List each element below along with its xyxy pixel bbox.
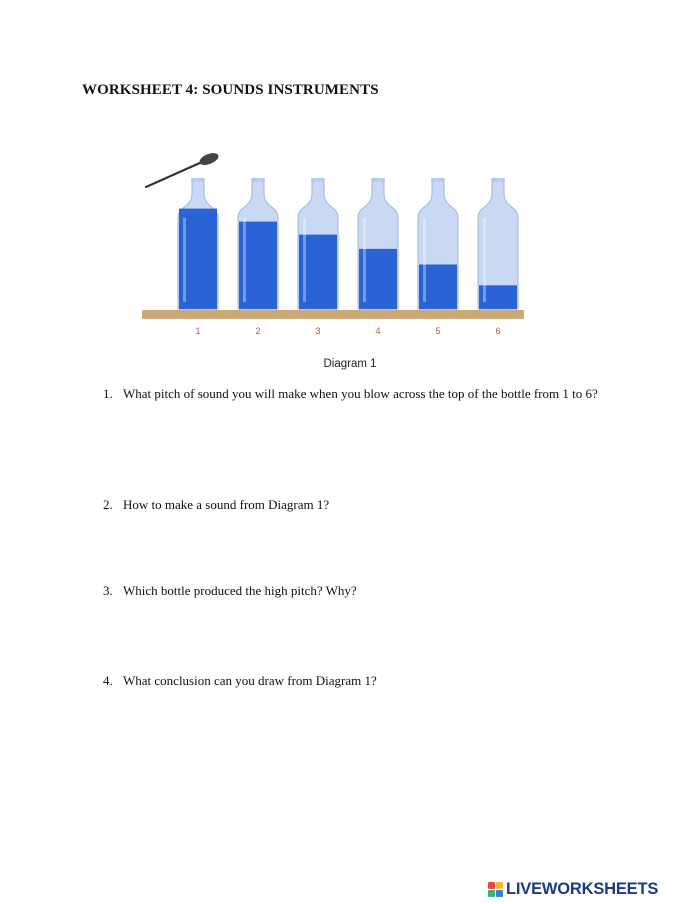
bottle-3	[298, 178, 338, 310]
question-text: Which bottle produced the high pitch? Why?	[123, 583, 357, 598]
bottle-1	[178, 178, 218, 310]
question-text: What pitch of sound you will make when you blow across the top of the bottle from 1 to 6?	[123, 386, 598, 401]
question-number: 1.	[103, 386, 113, 401]
bottle-label: 1	[195, 326, 201, 336]
diagram-caption: Diagram 1	[323, 358, 377, 370]
question-text: How to make a sound from Diagram 1?	[123, 497, 330, 512]
question-number: 4.	[103, 673, 113, 688]
logo-icon	[488, 882, 503, 897]
bottle-label: 6	[495, 326, 501, 336]
bottle-label: 3	[315, 326, 321, 336]
bottle-label: 5	[435, 326, 441, 336]
liveworksheets-logo	[488, 879, 658, 899]
bottle-2	[238, 178, 278, 310]
bottle-5	[418, 178, 458, 310]
question-item	[103, 385, 623, 402]
spoon-icon	[146, 151, 220, 187]
bottle-6	[478, 178, 518, 310]
bottle-4	[358, 178, 398, 310]
diagram-bottles	[140, 140, 530, 350]
shelf	[142, 310, 524, 319]
question-item	[103, 582, 623, 599]
bottle-label: 2	[255, 326, 261, 336]
logo-text: LIVEWORKSHEETS	[506, 879, 659, 898]
question-item	[103, 496, 623, 513]
question-number: 2.	[103, 497, 113, 512]
bottle-label: 4	[375, 326, 381, 336]
question-text: What conclusion can you draw from Diagram 1?	[123, 673, 377, 688]
question-item	[103, 672, 623, 689]
question-number: 3.	[103, 583, 113, 598]
page-title: WORKSHEET 4: SOUNDS INSTRUMENTS	[82, 82, 379, 98]
